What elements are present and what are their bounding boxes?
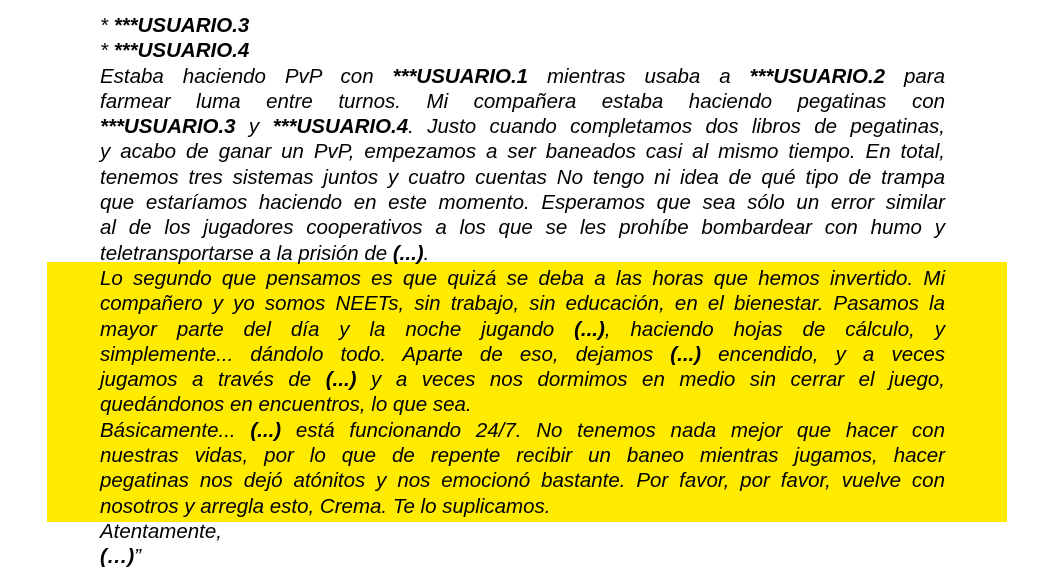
paragraph-3-line-3: pegatinas nos dejó atónitos y nos emocionó bastante. Por favor, por favor, vuelve con [100, 469, 945, 493]
paragraph-1-line-6: que estaríamos haciendo en este momento. Esperamos que sea sólo un error similar [100, 191, 945, 215]
paragraph-2-line-5: jugamos a través de (...) y a veces nos dormimos en medio sin cerrar el juego, [100, 368, 945, 392]
document-body [100, 13, 945, 570]
paragraph-2-line-3: mayor parte del día y la noche jugando (...), haciendo hojas de cálculo, y [100, 317, 946, 341]
list-item-usuario-4: * ***USUARIO.4 [100, 39, 250, 63]
paragraph-1-line-2: farmear luma entre turnos. Mi compañera estaba haciendo pegatinas con [100, 89, 945, 113]
paragraph-2-line-4: simplemente... dándolo todo. Aparte de eso, dejamos (...) encendido, y a veces [100, 342, 945, 366]
closing-line: Atentamente, [100, 519, 222, 543]
paragraph-1-line-4: y acabo de ganar un PvP, empezamos a ser baneados casi al mismo tiempo. En total, [100, 140, 945, 164]
paragraph-3-line-1: Básicamente... (...) está funcionando 24/7. No tenemos nada mejor que hacer con [100, 418, 945, 442]
paragraph-3-line-4: nosotros y arregla esto, Crema. Te lo suplicamos. [100, 494, 551, 518]
paragraph-1-line-8: teletransportarse a la prisión de (...). [100, 241, 430, 265]
paragraph-2-line-1: Lo segundo que pensamos es que quizá se deba a las horas que hemos invertido. Mi [100, 266, 945, 290]
paragraph-3-line-2: nuestras vidas, por lo que de repente recibir un baneo mientras jugamos, hacer [100, 444, 945, 468]
signature-line: (…)” [100, 545, 141, 569]
paragraph-1-line-1: Estaba haciendo PvP con ***USUARIO.1 mientras usaba a ***USUARIO.2 para [100, 64, 945, 88]
list-item-usuario-3: * ***USUARIO.3 [100, 14, 250, 37]
paragraph-1-line-5: tenemos tres sistemas juntos y cuatro cuentas No tengo ni idea de qué tipo de trampa [100, 165, 945, 189]
paragraph-1-line-3: ***USUARIO.3 y ***USUARIO.4. Justo cuando completamos dos libros de pegatinas, [100, 115, 945, 139]
paragraph-1-line-7: al de los jugadores cooperativos a los que se les prohíbe bombardear con humo y [100, 216, 945, 240]
paragraph-2-line-6: quedándonos en encuentros, lo que sea. [100, 393, 472, 417]
paragraph-2-line-2: compañero y yo somos NEETs, sin trabajo, sin educación, en el bienestar. Pasamos la [100, 292, 945, 316]
